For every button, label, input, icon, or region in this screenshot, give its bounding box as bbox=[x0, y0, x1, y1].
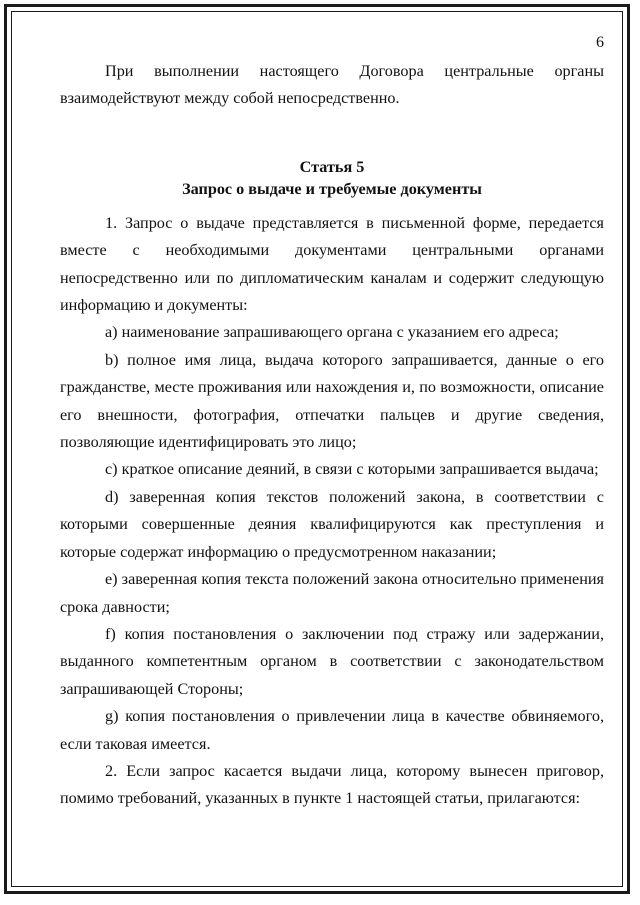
article-number: Статья 5 bbox=[299, 157, 365, 176]
page-number: 6 bbox=[596, 34, 604, 51]
list-item-f: f) копия постановления о заключении под стражу или задержании, выданного компетентным органом в соответствии с законодательством запрашивающей Стороны; bbox=[60, 624, 604, 698]
list-item-c: с) краткое описание деяний, в связи с которыми запрашивается выдача; bbox=[105, 460, 599, 479]
paragraph-2: 2. Если запрос касается выдачи лица, которому вынесен приговор, помимо требований, указанных в пункте 1 настоящей статьи, прилагаются: bbox=[60, 761, 604, 808]
spacer bbox=[60, 113, 604, 156]
list-item-b: b) полное имя лица, выдача которого запрашивается, данные о его гражданстве, месте проживания или нахождения и, по возможности, описание его внешности, фотография, отпечатки пальцев и другие сведения, позволяющие идентифицировать это лицо; bbox=[60, 350, 604, 452]
intro-paragraph: При выполнении настоящего Договора центральные органы взаимодействуют между собой непосредственно. bbox=[60, 62, 604, 108]
list-item-d: d) заверенная копия текстов положений закона, в соответствии с которыми совершенные деяния квалифицируются как преступления и которые содержат информацию о предусмотренном наказании; bbox=[60, 487, 604, 561]
list-item-g: g) копия постановления о привлечении лица в качестве обвиняемого, если таковая имеется. bbox=[60, 707, 604, 753]
list-item-e: е) заверенная копия текста положений закона относительно применения срока давности; bbox=[60, 570, 604, 616]
list-item-a: а) наименование запрашивающего органа с указанием его адреса; bbox=[105, 323, 559, 342]
paragraph-1: 1. Запрос о выдаче представляется в письменной форме, передается вместе с необходимыми документами центральными органами непосредственно или по дипломатическим каналам и содержит следующую информацию и документы: bbox=[60, 213, 604, 315]
document-body bbox=[60, 58, 604, 813]
spacer bbox=[60, 200, 604, 210]
article-title: Запрос о выдаче и требуемые документы bbox=[182, 179, 482, 198]
